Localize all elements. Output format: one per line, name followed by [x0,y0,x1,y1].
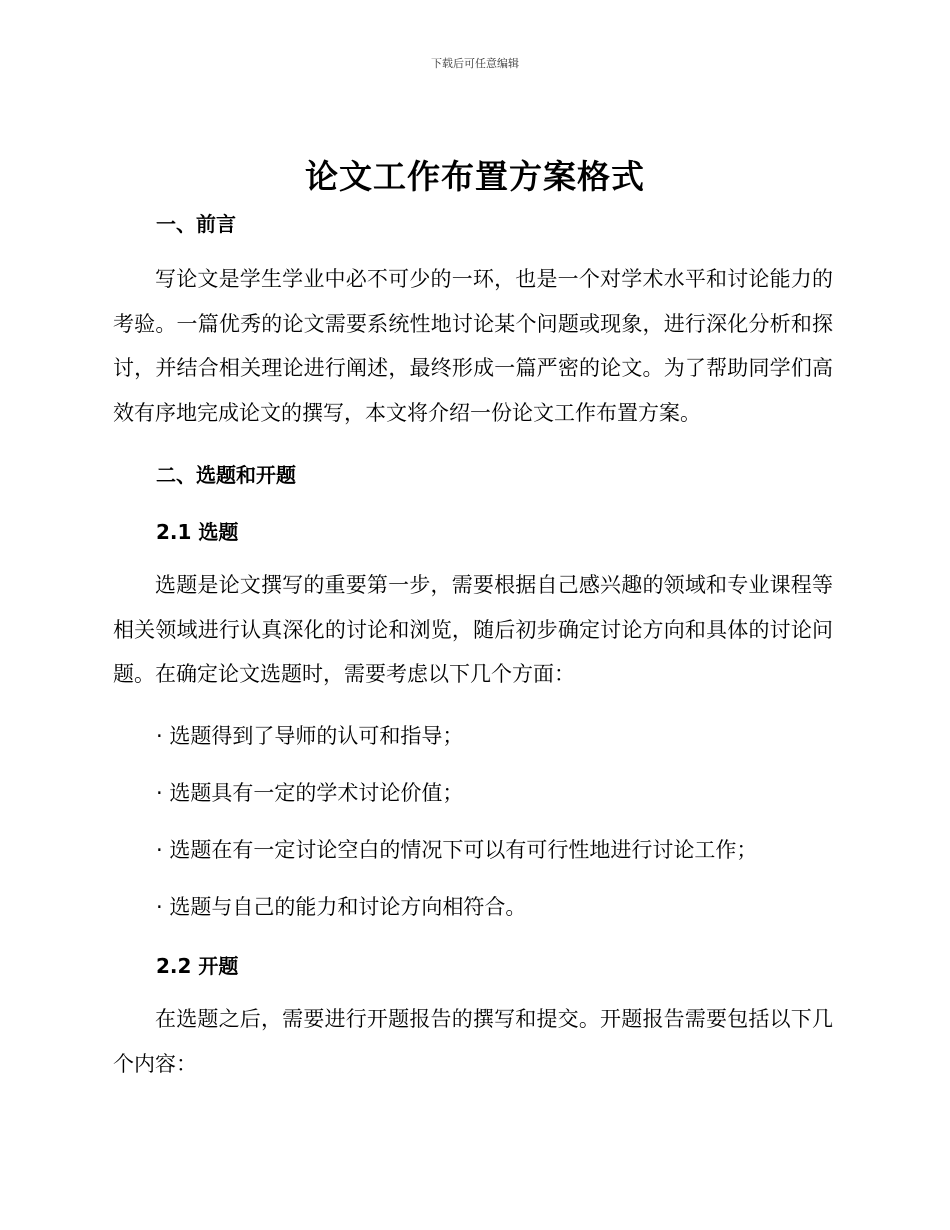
subsection-heading-proposal: 2.2 开题 [156,954,239,978]
bullet-item: · 选题具有一定的学术讨论价值； [156,781,464,805]
section-heading-preface: 一、前言 [156,212,236,236]
proposal-paragraph: 在选题之后，需要进行开题报告的撰写和提交。开题报告需要包括以下几个内容： [113,1007,833,1076]
preface-paragraph: 写论文是学生学业中必不可少的一环，也是一个对学术水平和讨论能力的考验。一篇优秀的论文需要系统性地讨论某个问题或现象，进行深化分析和探讨，并结合相关理论进行阐述，最终形成一篇严密的论文。为了帮助同学们高效有序地完成论文的撰写，本文将介绍一份论文工作布置方案。 [113,267,833,425]
document-title: 论文工作布置方案格式 [305,157,645,196]
section-heading-topic-selection: 二、选题和开题 [156,463,296,487]
bullet-item: · 选题与自己的能力和讨论方向相符合。 [156,895,527,919]
bullet-item: · 选题得到了导师的认可和指导； [156,724,464,748]
page-header-note: 下载后可任意编辑 [431,57,519,70]
selection-paragraph: 选题是论文撰写的重要第一步，需要根据自己感兴趣的领域和专业课程等相关领域进行认真深化的讨论和浏览，随后初步确定讨论方向和具体的讨论问题。在确定论文选题时，需要考虑以下几个方面： [113,573,833,686]
bullet-item: · 选题在有一定讨论空白的情况下可以有可行性地进行讨论工作； [156,838,758,862]
subsection-heading-selection: 2.1 选题 [156,520,239,544]
